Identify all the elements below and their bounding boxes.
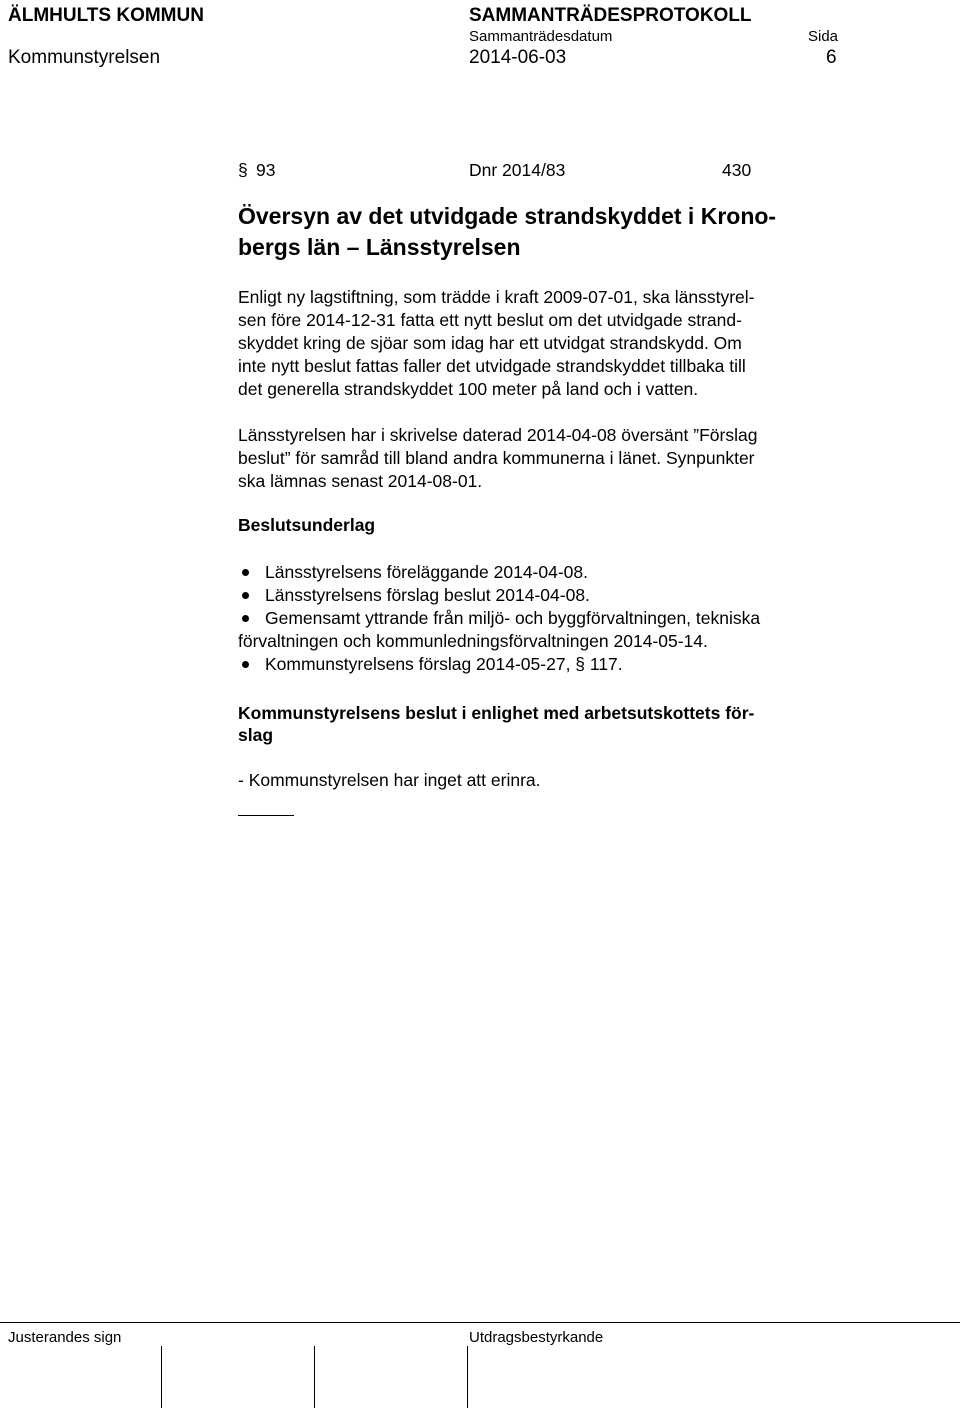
footer-rule: [0, 1322, 960, 1323]
para1-line-1: Enligt ny lagstiftning, som trädde i kraft 2009-07-01, ska länsstyrel-: [238, 287, 755, 307]
decision-heading-line-2: slag: [238, 725, 274, 745]
item-title-line-2: bergs län – Länsstyrelsen: [238, 234, 521, 260]
certifier-label: Utdragsbestyrkande: [469, 1329, 604, 1346]
item-number: 93: [256, 160, 276, 180]
decision-text: - Kommunstyrelsen har inget att erinra.: [238, 770, 541, 790]
basis-item: Länsstyrelsens föreläggande 2014-04-08.: [265, 562, 588, 582]
signature-divider: [467, 1346, 468, 1408]
basis-item: Gemensamt yttrande från miljö- och byggförvaltningen, tekniska: [265, 608, 761, 628]
bullet-dot: [242, 592, 249, 599]
item-code: 430: [722, 160, 752, 180]
para2-line-2: beslut” för samråd till bland andra kommunerna i länet. Synpunkter: [238, 448, 755, 468]
basis-item: Kommunstyrelsens förslag 2014-05-27, § 117.: [265, 654, 623, 674]
page-label: Sida: [808, 28, 839, 45]
para1-line-3: skyddet kring de sjöar som idag har ett utvidgat strandskydd. Om: [238, 333, 742, 353]
basis-item-continuation: förvaltningen och kommunledningsförvaltningen 2014-05-14.: [238, 631, 708, 651]
adjusters-label: Justerandes sign: [8, 1329, 122, 1346]
org-name: ÄLMHULTS KOMMUN: [8, 5, 204, 26]
basis-item: Länsstyrelsens förslag beslut 2014-04-08.: [265, 585, 590, 605]
meeting-date: 2014-06-03: [469, 47, 567, 68]
section-sign: §: [238, 160, 248, 180]
signature-divider: [314, 1346, 315, 1408]
bullet-dot: [242, 661, 249, 668]
body-name: Kommunstyrelsen: [8, 47, 161, 68]
item-title-line-1: Översyn av det utvidgade strandskyddet i Krono-: [238, 203, 777, 229]
para2-line-3: ska lämnas senast 2014-08-01.: [238, 471, 483, 491]
document-type: SAMMANTRÄDESPROTOKOLL: [469, 5, 752, 26]
para2-line-1: Länsstyrelsen har i skrivelse daterad 2014-04-08 översänt ”Förslag: [238, 425, 758, 445]
decision-heading-line-1: Kommunstyrelsens beslut i enlighet med arbetsutskottets för-: [238, 703, 755, 723]
date-label: Sammanträdesdatum: [469, 28, 613, 45]
end-rule: [238, 815, 294, 816]
para1-line-2: sen före 2014-12-31 fatta ett nytt beslut om det utvidgade strand-: [238, 310, 742, 330]
para1-line-4: inte nytt beslut fattas faller det utvidgade strandskyddet tillbaka till: [238, 356, 746, 376]
para1-line-5: det generella strandskyddet 100 meter på land och i vatten.: [238, 379, 699, 399]
signature-divider: [161, 1346, 162, 1408]
bullet-dot: [242, 615, 249, 622]
bullet-dot: [242, 569, 249, 576]
page-number: 6: [826, 47, 837, 68]
diary-number: Dnr 2014/83: [469, 160, 566, 180]
basis-heading: Beslutsunderlag: [238, 515, 376, 535]
